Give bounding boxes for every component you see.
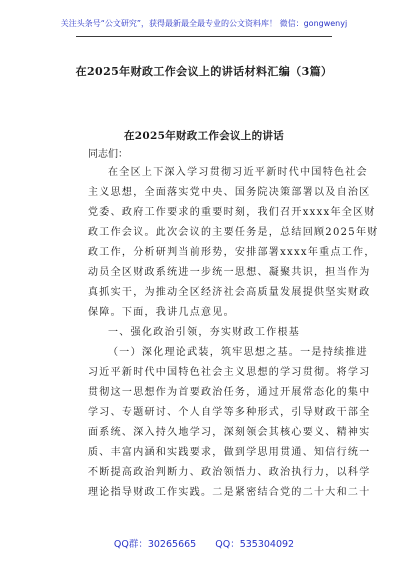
header-divider	[76, 36, 332, 37]
body-line: 理论指导财政工作实践。二是紧密结合党的二十大和二十	[88, 487, 371, 498]
body-line: 动员全区财政系统进一步统一思想、凝聚共识，担当作为	[88, 267, 371, 278]
body-line: 真抓实干，为推动全区经济社会高质量发展提供坚实财政	[88, 287, 371, 298]
footer-qq-number: QQ：535304092	[215, 539, 295, 550]
body-text	[88, 163, 379, 503]
footer-qq-group: QQ群：30265665	[113, 539, 197, 550]
body-line: 党委、政府工作要求的重要时刻，我们召开xxxx年全区财	[88, 207, 376, 218]
body-line: 主义思想，全面落实党中央、国务院决策部署以及自治区	[88, 187, 371, 198]
document-title: 在2025年财政工作会议上的讲话材料汇编（3篇）	[75, 65, 333, 78]
body-line: 贯彻这一思想作为首要政治任务，通过开展常态化的集中	[88, 387, 371, 398]
heading-line: 一、强化政治引领，夯实财政工作根基	[108, 327, 301, 338]
section-title: 在2025年财政工作会议上的讲话	[123, 130, 285, 142]
body-line: 不断提高政治判断力、政治领悟力、政治执行力，以科学	[88, 467, 371, 478]
body-line: 质、丰富内涵和实践要求，做到学思用贯通、知信行统一	[88, 447, 371, 458]
body-line: 政工作，分析研判当前形势，安排部署xxxx年重点工作，	[88, 247, 376, 258]
body-line: 政工作会议。此次会议的主要任务是，总结回顾2025年财	[88, 227, 379, 238]
body-line: 在全区上下深入学习贯彻习近平新时代中国特色社会	[108, 167, 368, 178]
body-line: 面系统、深入持久地学习，深刻领会其核心要义、精神实	[88, 427, 371, 438]
body-line: 学习、专题研讨、个人自学等多种形式，引导财政干部全	[88, 407, 371, 418]
header-banner: 关注头条号“公文研究”，获得最新最全最专业的公文资料库！ 微信：gongwenyj	[60, 19, 348, 28]
body-line: 保障。下面，我讲几点意见。	[88, 307, 235, 318]
footer-contact	[0, 536, 408, 550]
body-line: （一）深化理论武装，筑牢思想之基。一是持续推进	[108, 347, 368, 358]
body-line: 习近平新时代中国特色社会主义思想的学习贯彻。将学习	[88, 367, 371, 378]
salutation: 同志们：	[88, 149, 128, 160]
